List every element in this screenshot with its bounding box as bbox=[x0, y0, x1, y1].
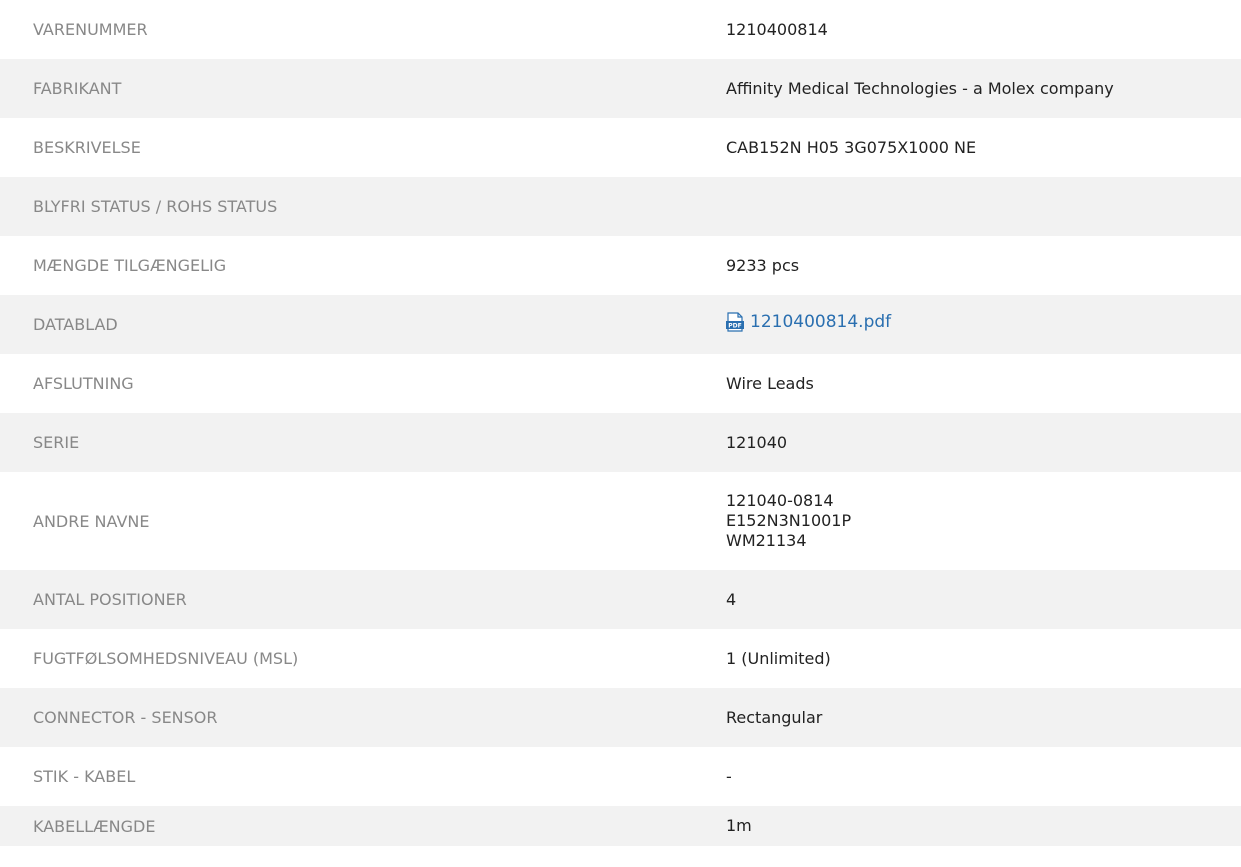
spec-label: KABELLÆNGDE bbox=[33, 816, 156, 836]
spec-label: DATABLAD bbox=[33, 315, 118, 334]
spec-label: VARENUMMER bbox=[33, 20, 148, 39]
spec-row-afslutning bbox=[0, 354, 1241, 413]
spec-row-antal-positioner bbox=[0, 570, 1241, 629]
spec-label: ANTAL POSITIONER bbox=[33, 590, 187, 609]
spec-row-andre-navne bbox=[0, 472, 1241, 570]
alias-name: WM21134 bbox=[726, 531, 807, 550]
spec-label: MÆNGDE TILGÆNGELIG bbox=[33, 256, 227, 275]
spec-value: Wire Leads bbox=[726, 373, 814, 393]
spec-row-varenummer bbox=[0, 0, 1241, 59]
spec-label: FABRIKANT bbox=[33, 79, 122, 98]
spec-label: AFSLUTNING bbox=[33, 374, 134, 393]
spec-label: BESKRIVELSE bbox=[33, 138, 141, 157]
spec-value bbox=[726, 295, 1241, 354]
spec-label: STIK - KABEL bbox=[33, 767, 136, 786]
spec-row-kabellaengde bbox=[0, 806, 1241, 846]
spec-value: 1210400814 bbox=[726, 19, 828, 39]
alias-name: E152N3N1001P bbox=[726, 511, 852, 530]
spec-value: CAB152N H05 3G075X1000 NE bbox=[726, 137, 977, 157]
datasheet-link-label: 1210400814.pdf bbox=[750, 312, 892, 332]
spec-value bbox=[726, 472, 1241, 570]
pdf-icon bbox=[726, 312, 744, 332]
spec-label: CONNECTOR - SENSOR bbox=[33, 708, 218, 727]
spec-row-rohs-status bbox=[0, 177, 1241, 236]
alias-name: 121040-0814 bbox=[726, 491, 834, 510]
spec-label: FUGTFØLSOMHEDSNIVEAU (MSL) bbox=[33, 649, 299, 668]
spec-value: 1 (Unlimited) bbox=[726, 648, 831, 668]
spec-value: 4 bbox=[726, 589, 737, 609]
spec-value: - bbox=[726, 766, 732, 786]
datasheet-link[interactable] bbox=[726, 312, 891, 332]
svg-text:PDF: PDF bbox=[728, 322, 742, 330]
spec-label: BLYFRI STATUS / ROHS STATUS bbox=[33, 197, 278, 216]
spec-row-fabrikant bbox=[0, 59, 1241, 118]
spec-label: SERIE bbox=[33, 433, 80, 452]
spec-row-connector-sensor bbox=[0, 688, 1241, 747]
spec-value bbox=[726, 177, 1241, 236]
spec-row-serie bbox=[0, 413, 1241, 472]
spec-label: ANDRE NAVNE bbox=[33, 511, 150, 531]
spec-value: Affinity Medical Technologies - a Molex company bbox=[726, 78, 1114, 98]
spec-value: 9233 pcs bbox=[726, 255, 800, 275]
spec-value: 121040 bbox=[726, 432, 788, 452]
spec-value: 1m bbox=[726, 816, 752, 835]
spec-row-beskrivelse bbox=[0, 118, 1241, 177]
spec-row-stik-kabel bbox=[0, 747, 1241, 806]
spec-row-datablad bbox=[0, 295, 1241, 354]
spec-row-maengde bbox=[0, 236, 1241, 295]
spec-row-msl bbox=[0, 629, 1241, 688]
spec-value: Rectangular bbox=[726, 707, 823, 727]
